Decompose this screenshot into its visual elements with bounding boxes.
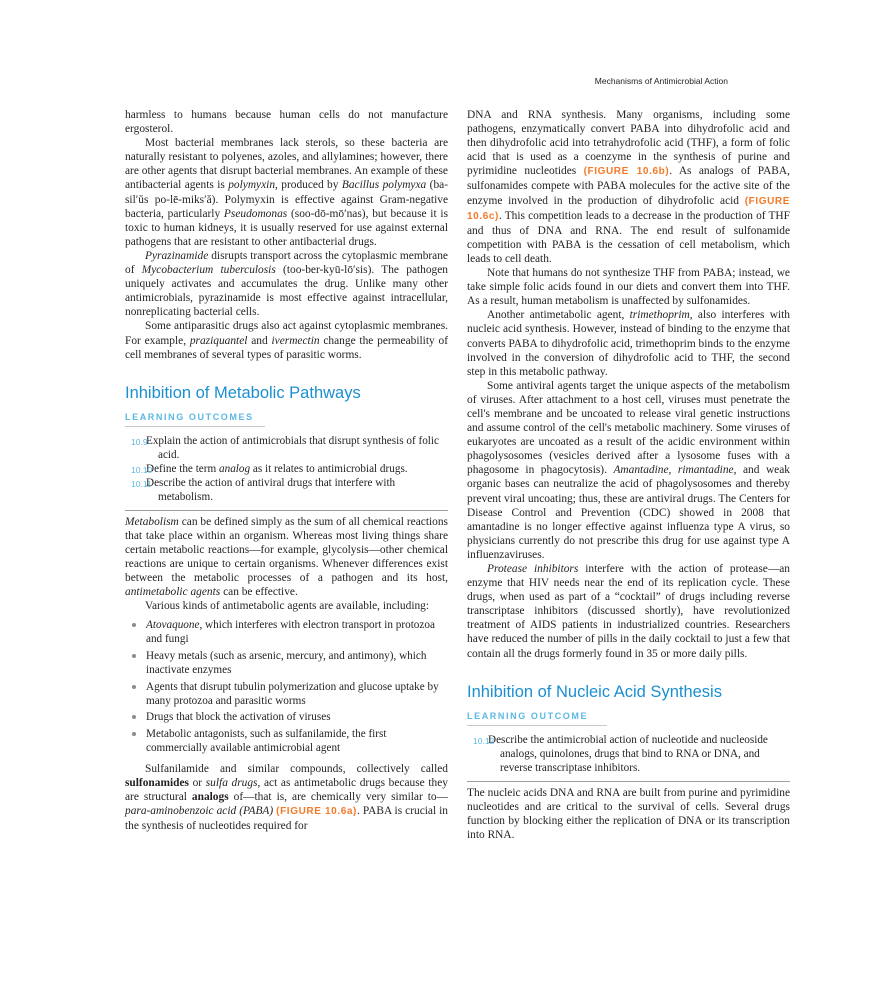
divider [467, 725, 607, 726]
list-item: Drugs that block the activation of viruses [125, 710, 448, 724]
section-heading-metabolic: Inhibition of Metabolic Pathways [125, 383, 361, 402]
list-item: 10.12 Describe the antimicrobial action of nucleotide and nucleoside analogs, quinolones, drugs that bind to RNA or DNA, and reverse transcriptase inhibitors. [473, 733, 768, 774]
paragraph: Some antiviral agents target the unique aspects of the metabolism of viruses. After attachment to a host cell, viruses must penetrate the cell's membrane and be uncoated to release viral genetic instructions and assume control of the cell's metabolic machinery. Some viruses of eukaryotes are uncoated as a result of the acidic environment within phagolysosomes (vesicles derived after a lysosome fuses with a phagosome in phagocytosis). Amantadine, rimantadine, and weak organic bases can neutralize the acid of phagolysosomes and thereby prevent viral uncoating; thus, these are antiviral drugs. The Centers for Disease Control and Prevention (CDC) showed in 2008 that amantadine is no longer effective against influenza type A virus, so physicians currently do not prescribe this drug for use against type A influenzaviruses. [467, 379, 790, 561]
paragraph: Metabolism can be defined simply as the sum of all chemical reactions that take place within an organism. Whereas most living things share certain metabolic reactions—for example, glycolysis—other chemical reactions are unique to certain organisms. Whenever differences exist between the metabolic processes of a pathogen and its host, antimetabolic agents can be effective. [125, 515, 448, 599]
left-column [125, 108, 448, 833]
running-head: Mechanisms of Antimicrobial Action [594, 76, 728, 86]
paragraph: Various kinds of antimetabolic agents are available, including: [145, 600, 430, 613]
paragraph: Sulfanilamide and similar compounds, collectively called sulfonamides or sulfa drugs, act as antimetabolic drugs because they are structural analogs of—that is, are chemically very similar to—para-aminobenzoic acid (PABA) (FIGURE 10.6a). PABA is crucial in the synthesis of nucleotides required for [125, 762, 448, 833]
paragraph: Some antiparasitic drugs also act against cytoplasmic membranes. For example, praziquantel and ivermectin change the permeability of cell membranes of several types of parasitic worms. [125, 320, 448, 361]
list-item: Agents that disrupt tubulin polymerization and glucose uptake by many protozoa and parasitic worms [125, 680, 448, 708]
list-item: 10.11 Describe the action of antiviral drugs that interfere with metabolism. [131, 476, 396, 503]
divider [125, 510, 448, 511]
list-item: Heavy metals (such as arsenic, mercury, and antimony), which inactivate enzymes [125, 649, 448, 677]
list-item: Metabolic antagonists, such as sulfanilamide, the first commercially available antimicrobial agent [125, 727, 448, 755]
bullet-list [125, 618, 448, 754]
paragraph: Note that humans do not synthesize THF from PABA; instead, we take simple folic acids found in our diets and convert them into THF. As a result, human metabolism is unaffected by sulfonamides. [467, 267, 790, 308]
paragraph: Most bacterial membranes lack sterols, so these bacteria are naturally resistant to polyenes, azoles, and allylamines; however, there are other agents that disrupt bacterial membranes. An example of these antibacterial agents is polymyxin, produced by Bacillus polymyxa (ba-sil′ŭs po-lē-miks′ă). Polymyxin is effective against Gram-negative bacteria, particularly Pseudomonas (soo-dō-mō′nas), but because it is toxic to human kidneys, it is usually reserved for use against external pathogens that are resistant to other antibacterial drugs. [125, 137, 448, 248]
right-column [467, 108, 790, 842]
learning-outcome-heading: LEARNING OUTCOME [467, 710, 589, 721]
learning-outcomes-heading: LEARNING OUTCOMES [125, 411, 254, 422]
divider [467, 781, 790, 782]
figure-reference[interactable]: (FIGURE 10.6a) [276, 806, 357, 817]
learning-outcomes-list [125, 434, 448, 504]
list-item: Atovaquone, which interferes with electron transport in protozoa and fungi [125, 618, 448, 646]
paragraph: DNA and RNA synthesis. Many organisms, including some pathogens, enzymatically convert PABA into dihydrofolic acid and then dihydrofolic acid into tetrahydrofolic acid (THF), a form of folic acid that is used as a coenzyme in the synthesis of purine and pyrimidine nucleotides (FIGURE 10.6b). As analogs of PABA, sulfonamides compete with PABA molecules for the active site of the enzyme involved in the production of dihydrofolic acid (FIGURE 10.6c). This competition leads to a decrease in the production of THF and thus of DNA and RNA. The end result of sulfonamide competition with PABA is the cessation of cell metabolism, which leads to cell death. [467, 109, 790, 265]
list-item: 10.9 Explain the action of antimicrobials that disrupt synthesis of folic acid. [131, 434, 439, 461]
section-heading-nucleic: Inhibition of Nucleic Acid Synthesis [467, 682, 722, 701]
figure-reference[interactable]: (FIGURE 10.6c) [467, 195, 790, 222]
list-item: 10.10 Define the term analog as it relates to antimicrobial drugs. [131, 462, 408, 475]
divider [125, 426, 265, 427]
learning-outcomes-list [467, 733, 790, 775]
paragraph: Protease inhibitors interfere with the action of protease—an enzyme that HIV needs near the end of its replication cycle. These drugs, when used as part of a “cocktail” of drugs including reverse transcriptase inhibitors (discussed shortly), have revolutionized treatment of AIDS patients in industrialized countries. Researchers have reduced the number of pills in the daily cocktail to just a few that contain all the drugs formerly found in 35 or more daily pills. [467, 563, 790, 660]
paragraph: harmless to humans because human cells do not manufacture ergosterol. [125, 109, 448, 136]
paragraph: The nucleic acids DNA and RNA are built from purine and pyrimidine nucleotides and are critical to the survival of cells. Several drugs function by blocking either the replication of DNA or its transcription into RNA. [467, 786, 790, 841]
paragraph: Pyrazinamide disrupts transport across the cytoplasmic membrane of Mycobacterium tuberculosis (too-ber-kyū-lō′sis). The pathogen uniquely activates and accumulates the drug. Unlike many other antimicrobials, pyrazinamide is most effective against intracellular, nonreplicating bacterial cells. [125, 249, 448, 319]
paragraph: Another antimetabolic agent, trimethoprim, also interferes with nucleic acid synthesis. However, instead of binding to the enzyme that converts PABA to dihydrofolic acid, trimethoprim binds to the enzyme involved in the conversion of dihydrofolic acid to THF, the second step in this metabolic pathway. [467, 309, 790, 378]
figure-reference[interactable]: (FIGURE 10.6b) [583, 166, 670, 178]
